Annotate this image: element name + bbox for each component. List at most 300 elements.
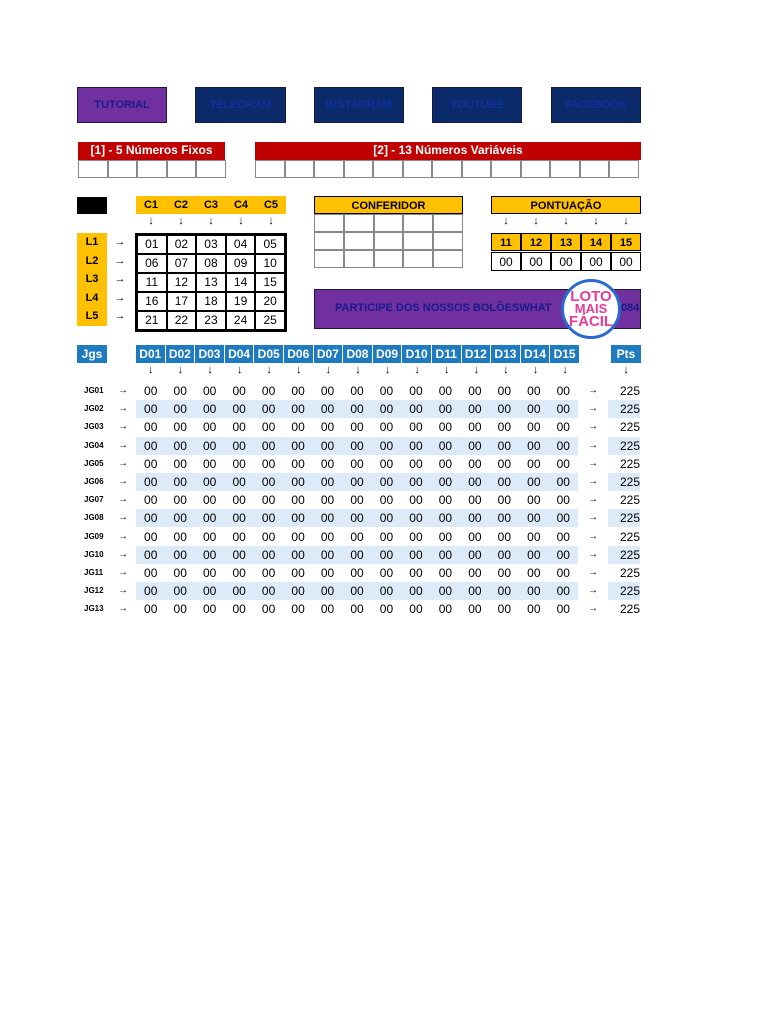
game-value: 00 — [379, 493, 394, 508]
game-value: 00 — [468, 584, 482, 599]
game-value: 00 — [379, 511, 394, 526]
score-key: 11 — [491, 233, 521, 251]
draw-column-header: D05 — [254, 345, 284, 363]
game-value: 00 — [438, 420, 453, 435]
game-value: 00 — [438, 584, 453, 599]
row-label: L3 — [77, 270, 107, 289]
game-value: 00 — [527, 584, 541, 599]
game-value: 00 — [291, 529, 305, 544]
arrow-right-icon: → — [118, 476, 128, 487]
game-value: 00 — [438, 529, 453, 544]
grid-cell[interactable]: 11 — [137, 273, 167, 292]
game-value: 00 — [409, 438, 423, 453]
game-value: 00 — [468, 529, 482, 544]
pontuacao-header: PONTUAÇÃO — [491, 196, 641, 214]
game-value: 00 — [261, 493, 276, 508]
score-key: 13 — [551, 233, 581, 251]
facebook-button[interactable]: FACEBOOK — [551, 87, 641, 123]
grid-cell[interactable]: 14 — [226, 273, 256, 292]
game-value: 00 — [497, 438, 512, 453]
game-value: 00 — [173, 511, 187, 526]
game-value: 00 — [438, 566, 453, 580]
draw-column-header: D11 — [432, 345, 462, 363]
arrow-down-icon: ↓ — [473, 364, 480, 376]
game-value: 00 — [527, 420, 541, 435]
row-label: L5 — [77, 307, 107, 326]
games-header: Jgs — [77, 345, 107, 363]
game-row — [78, 382, 640, 400]
game-value: 00 — [144, 438, 158, 453]
game-value: 00 — [438, 456, 453, 471]
game-value: 00 — [556, 402, 570, 417]
game-value: 00 — [232, 456, 246, 471]
conferidor-header: CONFERIDOR — [314, 196, 463, 214]
arrow-right-icon: → — [588, 476, 598, 487]
game-value: 00 — [261, 384, 276, 398]
game-value: 00 — [291, 475, 305, 489]
arrow-down-icon: ↓ — [325, 364, 332, 376]
logo-line: LOTO — [570, 288, 612, 305]
game-value: 00 — [409, 420, 423, 435]
draw-column-header: D01 — [136, 345, 166, 363]
draw-column-arrows — [136, 364, 580, 380]
arrow-down-icon: ↓ — [384, 364, 391, 376]
game-value: 00 — [379, 420, 394, 435]
game-value: 00 — [173, 493, 187, 508]
game-value: 00 — [409, 566, 423, 580]
game-value: 00 — [320, 511, 335, 526]
game-value: 00 — [438, 384, 453, 398]
game-value: 00 — [320, 566, 335, 580]
arrow-right-icon: → — [118, 403, 128, 415]
game-points: 225 — [619, 566, 640, 580]
game-value: 00 — [202, 420, 217, 435]
game-value: 00 — [320, 529, 335, 544]
game-value: 00 — [261, 529, 276, 544]
game-value: 00 — [202, 402, 217, 417]
game-value: 00 — [144, 475, 158, 489]
game-value: 00 — [527, 475, 541, 489]
game-value: 00 — [144, 402, 158, 417]
draw-column-header: D06 — [284, 345, 314, 363]
game-id: JG13 — [84, 604, 104, 614]
game-row — [78, 528, 640, 546]
row-labels — [77, 233, 107, 326]
game-value: 00 — [232, 584, 246, 599]
game-value: 00 — [379, 456, 394, 471]
arrow-right-icon: → — [114, 273, 126, 285]
arrow-down-icon: ↓ — [148, 364, 154, 376]
score-value: 00 — [551, 252, 581, 271]
game-id: JG02 — [84, 404, 104, 414]
game-value: 00 — [350, 420, 364, 435]
game-points: 225 — [619, 420, 640, 435]
game-value: 00 — [144, 566, 158, 580]
game-value: 00 — [320, 493, 335, 508]
arrow-right-icon: → — [114, 310, 126, 322]
arrow-down-icon: ↓ — [177, 364, 184, 376]
game-points: 225 — [608, 582, 640, 600]
game-value: 00 — [173, 602, 187, 617]
game-value: 00 — [468, 402, 482, 417]
game-value: 00 — [261, 420, 276, 435]
game-value: 00 — [409, 584, 423, 599]
instagram-button[interactable]: INSTAGRAM — [314, 87, 404, 123]
grid-cell[interactable]: 07 — [167, 254, 197, 273]
game-points: 225 — [619, 602, 640, 617]
fixed-numbers-header: [1] - 5 Números Fixos — [78, 142, 225, 160]
game-values — [136, 564, 578, 582]
column-header: C2 — [166, 196, 196, 214]
game-value: 00 — [527, 511, 541, 526]
grid-cell[interactable]: 18 — [196, 292, 226, 311]
game-value: 00 — [261, 511, 276, 526]
game-value: 00 — [468, 566, 482, 580]
game-value: 00 — [556, 602, 570, 617]
arrow-right-icon: → — [118, 421, 128, 433]
arrow-down-icon: ↓ — [593, 215, 599, 227]
arrow-right-icon: → — [118, 457, 128, 469]
column-header: C4 — [226, 196, 256, 214]
game-value: 00 — [320, 475, 335, 489]
game-value: 00 — [556, 511, 570, 526]
game-row — [78, 418, 640, 436]
game-value: 00 — [468, 547, 482, 562]
arrow-right-icon: → — [588, 439, 598, 451]
youtube-button[interactable]: YOUTUBE — [432, 87, 522, 123]
score-value: 00 — [611, 252, 641, 271]
game-value: 00 — [468, 438, 482, 453]
arrow-down-icon: ↓ — [268, 215, 274, 227]
game-value: 00 — [202, 529, 217, 544]
game-value: 00 — [202, 456, 217, 471]
game-value: 00 — [556, 420, 570, 435]
game-value: 00 — [173, 456, 187, 471]
grid-cell[interactable]: 01 — [137, 235, 167, 254]
game-value: 00 — [232, 493, 246, 508]
game-value: 00 — [144, 493, 158, 508]
game-value: 00 — [173, 438, 187, 453]
game-id: JG04 — [84, 440, 104, 450]
game-value: 00 — [409, 529, 423, 544]
game-points: 225 — [608, 437, 640, 455]
game-id: JG06 — [84, 477, 104, 486]
grid-cell[interactable]: 25 — [255, 311, 285, 330]
game-value: 00 — [173, 566, 187, 580]
game-value: 00 — [291, 493, 305, 508]
game-value: 00 — [320, 456, 335, 471]
arrow-right-icon: → — [114, 291, 126, 304]
arrow-down-icon: ↓ — [178, 215, 184, 227]
row-label: L4 — [77, 289, 107, 308]
game-value: 00 — [379, 438, 394, 453]
game-value: 00 — [232, 566, 246, 580]
game-value: 00 — [350, 456, 364, 471]
game-row — [78, 491, 640, 509]
game-value: 00 — [527, 602, 541, 617]
game-value: 00 — [438, 438, 453, 453]
banner-text-tail: 084 — [621, 302, 640, 314]
game-value: 00 — [202, 511, 217, 526]
game-value: 00 — [202, 584, 217, 599]
arrow-down-icon: ↓ — [562, 364, 568, 376]
arrow-down-icon: ↓ — [296, 364, 302, 376]
game-value: 00 — [144, 547, 158, 562]
telegram-button[interactable]: TELEGRAM — [195, 87, 286, 123]
game-values — [136, 582, 578, 600]
game-value: 00 — [232, 511, 246, 526]
game-value: 00 — [527, 529, 541, 544]
game-value: 00 — [527, 456, 541, 471]
grid-cell[interactable]: 02 — [167, 235, 197, 254]
score-key: 15 — [611, 233, 641, 251]
grid-cell[interactable]: 08 — [196, 254, 226, 273]
game-value: 00 — [144, 384, 158, 398]
game-value: 00 — [379, 584, 394, 599]
grid-cell[interactable]: 22 — [167, 311, 197, 330]
game-value: 00 — [556, 475, 570, 489]
game-value: 00 — [527, 493, 541, 508]
game-value: 00 — [202, 438, 217, 453]
grid-cell[interactable]: 16 — [137, 292, 167, 311]
game-value: 00 — [320, 584, 335, 599]
game-row — [78, 455, 640, 473]
arrow-down-icon: ↓ — [623, 215, 629, 227]
game-value: 00 — [291, 584, 305, 599]
arrow-down-icon: ↓ — [443, 364, 450, 376]
game-value: 00 — [291, 420, 305, 435]
game-points: 225 — [608, 473, 640, 491]
game-values — [136, 528, 578, 546]
game-values — [136, 546, 578, 564]
score-key: 12 — [521, 233, 551, 251]
game-value: 00 — [232, 547, 246, 562]
game-row — [78, 509, 640, 527]
column-header: C3 — [196, 196, 226, 214]
grid-cell[interactable]: 06 — [137, 254, 167, 273]
game-value: 00 — [556, 456, 570, 471]
game-value: 00 — [497, 566, 512, 580]
game-value: 00 — [291, 547, 305, 562]
arrow-right-icon: → — [588, 548, 598, 560]
game-value: 00 — [173, 547, 187, 562]
game-row — [78, 400, 640, 418]
game-value: 00 — [173, 402, 187, 417]
arrow-down-icon: ↓ — [208, 215, 214, 227]
grid-cell[interactable]: 10 — [255, 254, 285, 273]
draw-column-header: D07 — [314, 345, 344, 363]
game-id: JG01 — [84, 386, 104, 395]
arrow-right-icon: → — [588, 567, 598, 578]
banner-text: PARTICIPE DOS NOSSOS BOLÕESWHAT — [335, 302, 552, 314]
game-value: 00 — [173, 584, 187, 599]
arrow-down-icon: ↓ — [563, 215, 569, 227]
grid-cell[interactable]: 15 — [255, 273, 285, 292]
score-key: 14 — [581, 233, 611, 251]
game-value: 00 — [144, 584, 158, 599]
game-value: 00 — [291, 384, 305, 398]
game-value: 00 — [527, 384, 541, 398]
grid-cell[interactable]: 12 — [167, 273, 197, 292]
tutorial-button[interactable]: TUTORIAL — [77, 87, 167, 123]
game-value: 00 — [261, 547, 276, 562]
game-value: 00 — [232, 402, 246, 417]
grid-cell[interactable]: 03 — [196, 235, 226, 254]
grid-cell[interactable]: 17 — [167, 292, 197, 311]
game-value: 00 — [202, 566, 217, 580]
grid-cell[interactable]: 04 — [226, 235, 256, 254]
draw-column-headers — [136, 345, 580, 363]
game-value: 00 — [320, 602, 335, 617]
game-values — [136, 455, 578, 473]
points-header: Pts — [611, 345, 641, 363]
game-value: 00 — [497, 511, 512, 526]
grid-cell[interactable]: 23 — [196, 311, 226, 330]
arrow-right-icon: → — [588, 494, 598, 506]
game-value: 00 — [527, 402, 541, 417]
game-value: 00 — [468, 420, 482, 435]
game-value: 00 — [379, 547, 394, 562]
game-value: 00 — [202, 602, 217, 617]
grid-cell[interactable]: 20 — [255, 292, 285, 311]
game-value: 00 — [497, 420, 512, 435]
draw-column-header: D02 — [166, 345, 196, 363]
game-value: 00 — [497, 547, 512, 562]
black-cell — [77, 197, 107, 214]
game-value: 00 — [409, 402, 423, 417]
game-value: 00 — [527, 547, 541, 562]
row-label: L2 — [77, 252, 107, 271]
game-value: 00 — [438, 602, 453, 617]
arrow-down-icon: ↓ — [207, 364, 213, 376]
game-row — [78, 437, 640, 455]
game-value: 00 — [291, 511, 305, 526]
arrow-down-icon: ↓ — [148, 215, 154, 227]
arrow-down-icon: ↓ — [236, 364, 243, 376]
game-values — [136, 418, 578, 436]
fixed-numbers-inputs[interactable] — [78, 160, 226, 178]
draw-column-header: D04 — [225, 345, 255, 363]
arrow-right-icon: → — [588, 421, 598, 433]
draw-column-header: D15 — [550, 345, 580, 363]
game-value: 00 — [497, 456, 512, 471]
grid-cell[interactable]: 19 — [226, 292, 256, 311]
game-values — [136, 382, 578, 400]
game-points: 225 — [619, 456, 640, 471]
game-value: 00 — [144, 529, 158, 544]
game-value: 00 — [556, 438, 570, 453]
arrow-right-icon: → — [118, 512, 128, 524]
game-points: 225 — [619, 384, 640, 398]
game-value: 00 — [202, 547, 217, 562]
game-value: 00 — [497, 402, 512, 417]
pontuacao-keys — [491, 233, 641, 251]
game-value: 00 — [173, 475, 187, 489]
game-row — [78, 546, 640, 564]
grid-cell[interactable]: 21 — [137, 311, 167, 330]
game-value: 00 — [438, 493, 453, 508]
arrow-right-icon: → — [588, 403, 598, 415]
game-value: 00 — [350, 511, 364, 526]
game-value: 00 — [556, 529, 570, 544]
game-value: 00 — [261, 438, 276, 453]
draw-column-header: D10 — [402, 345, 432, 363]
game-values — [136, 600, 578, 618]
arrow-right-icon: → — [118, 439, 128, 451]
score-value: 00 — [581, 252, 611, 271]
grid-cell[interactable]: 09 — [226, 254, 256, 273]
game-value: 00 — [468, 475, 482, 489]
game-id: JG08 — [84, 513, 104, 523]
logo-line: MAIS — [574, 301, 608, 316]
game-value: 00 — [320, 402, 335, 417]
conferidor-inputs[interactable] — [314, 214, 463, 268]
game-value: 00 — [291, 438, 305, 453]
arrow-right-icon: → — [588, 512, 598, 524]
game-points: 225 — [608, 400, 640, 418]
game-value: 00 — [350, 566, 364, 580]
game-value: 00 — [350, 547, 364, 562]
game-row — [78, 473, 640, 491]
game-value: 00 — [320, 420, 335, 435]
game-value: 00 — [144, 511, 158, 526]
grid-cell[interactable]: 13 — [196, 273, 226, 292]
game-value: 00 — [468, 602, 482, 617]
draw-column-header: D08 — [343, 345, 373, 363]
game-value: 00 — [202, 384, 217, 398]
game-row — [78, 582, 640, 600]
game-value: 00 — [261, 456, 276, 471]
game-value: 00 — [232, 420, 246, 435]
game-row — [78, 564, 640, 582]
arrow-down-icon: ↓ — [414, 364, 420, 376]
game-value: 00 — [556, 384, 570, 398]
game-value: 00 — [468, 493, 482, 508]
draw-column-header: D09 — [373, 345, 403, 363]
game-value: 00 — [409, 511, 423, 526]
arrow-down-icon: ↓ — [355, 364, 361, 376]
game-value: 00 — [379, 384, 394, 398]
game-id: JG12 — [84, 586, 104, 596]
arrow-down-icon: ↓ — [266, 364, 272, 376]
draw-column-header: D14 — [521, 345, 551, 363]
game-value: 00 — [409, 475, 423, 489]
game-value: 00 — [144, 420, 158, 435]
column-headers — [136, 196, 286, 214]
game-value: 00 — [497, 529, 512, 544]
grid-cell[interactable]: 24 — [226, 311, 256, 330]
game-value: 00 — [173, 529, 187, 544]
arrow-right-icon: → — [118, 585, 128, 597]
game-value: 00 — [556, 493, 570, 508]
variable-numbers-inputs[interactable] — [255, 160, 639, 178]
arrow-right-icon: → — [118, 603, 128, 615]
game-id: JG10 — [84, 549, 104, 559]
game-value: 00 — [350, 493, 364, 508]
column-header: C1 — [136, 196, 166, 214]
game-value: 00 — [468, 456, 482, 471]
logo-line: FÁCIL — [568, 313, 614, 330]
game-value: 00 — [350, 475, 364, 489]
game-id: JG03 — [84, 422, 104, 432]
grid-cell[interactable]: 05 — [255, 235, 285, 254]
game-value: 00 — [497, 384, 512, 398]
number-grid — [135, 233, 287, 332]
game-value: 00 — [261, 602, 276, 617]
loto-mais-facil-logo — [561, 279, 621, 339]
game-id: JG09 — [84, 531, 104, 541]
game-value: 00 — [497, 584, 512, 599]
